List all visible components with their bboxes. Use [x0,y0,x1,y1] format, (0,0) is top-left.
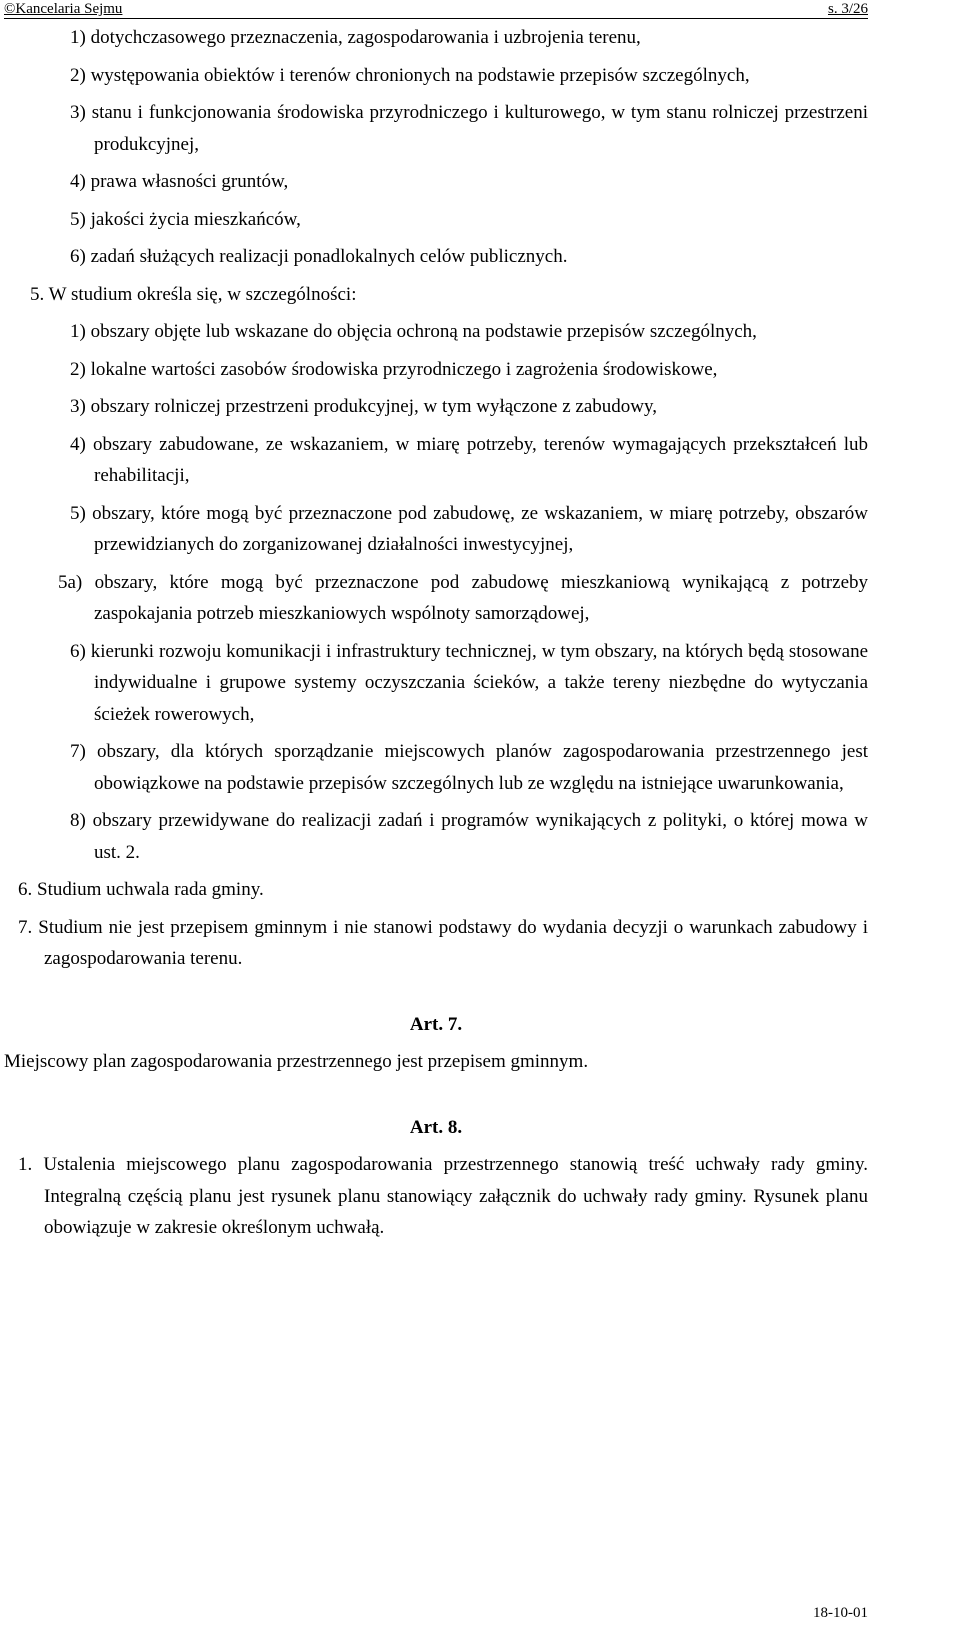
list-item: 6) kierunki rozwoju komunikacji i infrastruktury technicznej, w tym obszary, na których będą stosowane indywidualne i grupowe systemy oczyszczania ścieków, a także tereny niezbędne do wytyczania ścieżek rowerowych, [70,640,869,725]
page-number-link[interactable]: s. 3/26 [827,1,868,17]
publisher-link[interactable]: ©Kancelaria Sejmu [4,1,123,17]
footer-date: 18-10-01 [813,1605,868,1621]
list-item: 1) dotychczasowego przeznaczenia, zagospodarowania i uzbrojenia terenu, [70,27,641,48]
list-item: 5a) obszary, które mogą być przeznaczone pod zabudowę mieszkaniową wynikającą z potrzeby zaspokajania potrzeb mieszkaniowych wspólnoty samorządowej, [58,571,869,624]
list-item: 6) zadań służących realizacji ponadlokalnych celów publicznych. [70,246,568,267]
list-item: 2) lokalne wartości zasobów środowiska przyrodniczego i zagrożenia środowiskowe, [70,358,718,380]
list-item: 8) obszary przewidywane do realizacji zadań i programów wynikających z polityki, o której mowa w ust. 2. [70,810,869,863]
article-7-text: Miejscowy plan zagospodarowania przestrzennego jest przepisem gminnym. [4,1051,589,1072]
document-body [4,22,868,1250]
article-7-title: Art. 7. [409,1013,463,1035]
paragraph-6: 6. Studium uchwala rada gminy. [18,879,264,900]
list-item: 7) obszary, dla których sporządzanie miejscowych planów zagospodarowania przestrzennego jest obowiązkowe na podstawie przepisów szczególnych lub ze względu na istniejące uwarunkowania, [70,741,869,794]
list-item: 5) jakości życia mieszkańców, [70,208,301,230]
paragraph-7: 7. Studium nie jest przepisem gminnym i nie stanowi podstawy do wydania decyzji o warunkach zabudowy i zagospodarowania terenu. [18,916,868,969]
list-item: 4) prawa własności gruntów, [70,171,289,192]
list-item: 3) obszary rolniczej przestrzeni produkcyjnej, w tym wyłączone z zabudowy, [70,396,658,417]
list-item: 1) obszary objęte lub wskazane do objęcia ochroną na podstawie przepisów szczególnych, [70,321,757,342]
page-header [4,0,868,19]
list-item: 2) występowania obiektów i terenów chronionych na podstawie przepisów szczególnych, [70,64,750,86]
article-8-title: Art. 8. [409,1116,463,1138]
article-8-paragraph-1: 1. Ustalenia miejscowego planu zagospodarowania przestrzennego stanowią treść uchwały rady gminy. Integralną częścią planu jest rysunek planu stanowiący załącznik do uchwały rady gminy. Rysunek planu obowiązuje w zakresie określonym uchwałą. [18,1154,868,1238]
list-item: 5) obszary, które mogą być przeznaczone pod zabudowę, ze wskazaniem, w miarę potrzeby, obszarów przewidzianych do zorganizowanej działalności inwestycyjnej, [70,502,868,555]
paragraph-5: 5. W studium określa się, w szczególności: [30,283,357,305]
list-item: 3) stanu i funkcjonowania środowiska przyrodniczego i kulturowego, w tym stanu rolniczej przestrzeni produkcyjnej, [70,102,868,155]
list-item: 4) obszary zabudowane, ze wskazaniem, w miarę potrzeby, terenów wymagających przekształceń lub rehabilitacji, [70,433,868,486]
